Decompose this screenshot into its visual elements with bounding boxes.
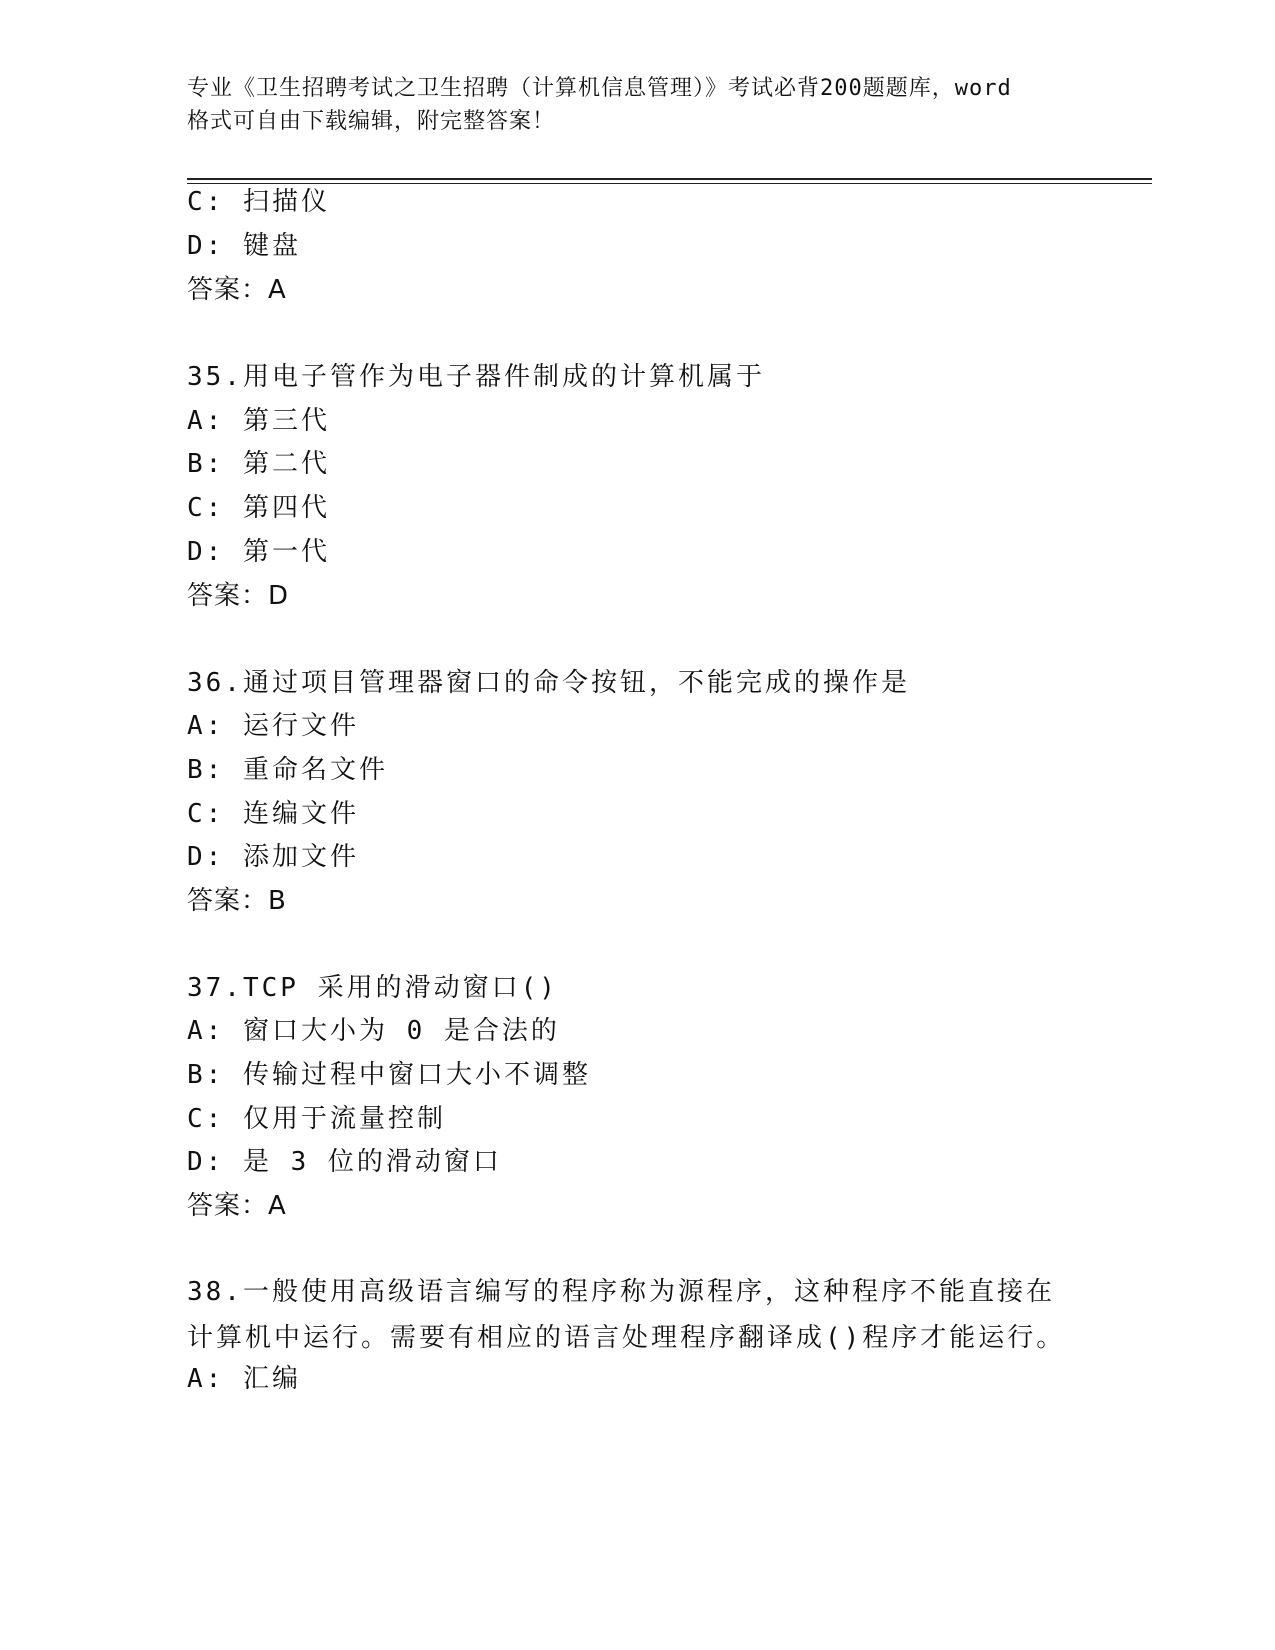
header-line-1: 专业《卫生招聘考试之卫生招聘（计算机信息管理）》考试必背200题题库，word <box>187 76 1012 101</box>
q34-option-c: C: 扫描仪 <box>187 187 330 217</box>
header-line-2: 格式可自由下载编辑，附完整答案！ <box>187 109 556 134</box>
q37-question: 37.TCP 采用的滑动窗口() <box>187 973 558 1003</box>
q35-question: 35.用电子管作为电子器件制成的计算机属于 <box>187 362 765 392</box>
q37-option-a: A: 窗口大小为 0 是合法的 <box>187 1016 560 1046</box>
header-divider-thin <box>187 183 1152 184</box>
q36-option-a: A: 运行文件 <box>187 711 359 741</box>
q35-option-a: A: 第三代 <box>187 406 330 436</box>
q36-question: 36.通过项目管理器窗口的命令按钮，不能完成的操作是 <box>187 668 910 698</box>
document-header <box>187 72 1087 138</box>
q38-option-a: A: 汇编 <box>187 1364 301 1394</box>
q36-option-d: D: 添加文件 <box>187 842 359 872</box>
q37-option-b: B: 传输过程中窗口大小不调整 <box>187 1060 591 1090</box>
q35-option-d: D: 第一代 <box>187 537 330 567</box>
header-divider-thick <box>187 178 1152 180</box>
q38-question: 38.一般使用高级语言编写的程序称为源程序，这种程序不能直接在计算机中运行。需要有相应的语言处理程序翻译成()程序才能运行。 <box>187 1277 1066 1353</box>
q37-answer: 答案：A <box>187 1191 287 1221</box>
q36-option-b: B: 重命名文件 <box>187 755 388 785</box>
q37-option-d: D: 是 3 位的滑动窗口 <box>187 1147 502 1177</box>
q36-answer: 答案：B <box>187 886 287 916</box>
q35-option-b: B: 第二代 <box>187 449 330 479</box>
q36-option-c: C: 连编文件 <box>187 799 359 829</box>
q34-answer: 答案：A <box>187 275 287 305</box>
q34-option-d: D: 键盘 <box>187 231 301 261</box>
q37-option-c: C: 仅用于流量控制 <box>187 1104 446 1134</box>
q35-option-c: C: 第四代 <box>187 493 330 523</box>
q35-answer: 答案：D <box>187 581 290 611</box>
